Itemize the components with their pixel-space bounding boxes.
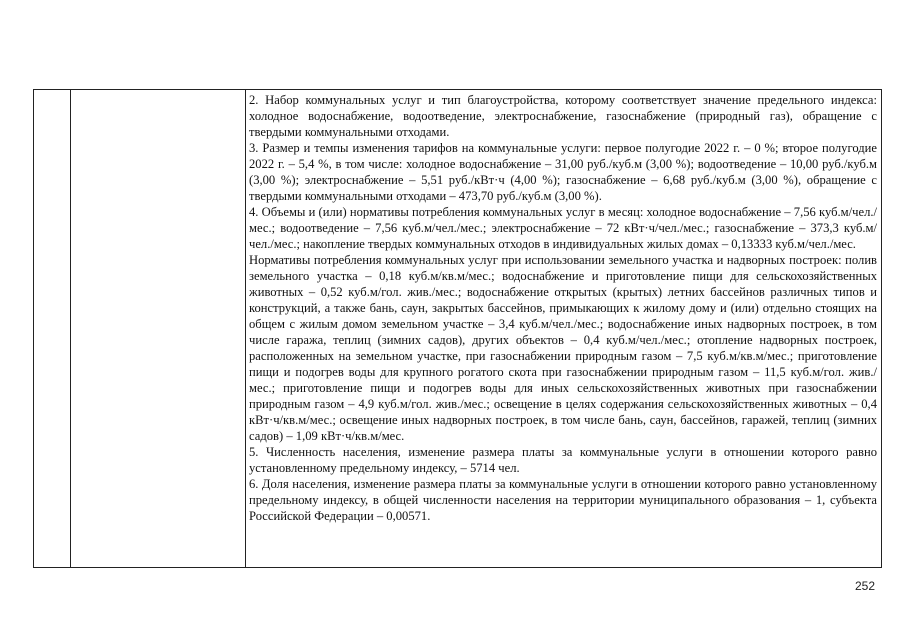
- paragraph-item-6: 6. Доля населения, изменение размера платы за коммунальные услуги в отношении которого равно установленному предельному индексу, в общей численности населения на территории муниципального образования – 1, субъекта Российской Федерации – 0,00571.: [249, 477, 877, 523]
- paragraph-item-3: 3. Размер и темпы изменения тарифов на коммунальные услуги: первое полугодие 2022 г. – 0 %; второе полугодие 2022 г. – 5,4 %, в том числе: холодное водоснабжение – 31,00 руб./куб.м (3,00 %); водоотведение – 10,00 руб./куб.м (3,00 %); электроснабжение – 5,51 руб./кВт·ч (4,00 %); газоснабжение – 6,68 руб./куб.м (3,00 %), обращение с твердыми коммунальными отходами – 473,70 руб./куб.м (3,00 %).: [249, 141, 877, 203]
- paragraph-item-5: 5. Численность населения, изменение размера платы за коммунальные услуги в отношении которого равно установленному предельному индексу, – 5714 чел.: [249, 445, 877, 475]
- paragraph-norms: Нормативы потребления коммунальных услуг при использовании земельного участка и надворных построек: полив земельного участка – 0,18 куб.м/кв.м/мес.; водоснабжение и приготовление пищи для сельскохозяйственных животных – 0,52 куб.м/гол. жив./мес.; водоснабжение открытых (крытых) летних бассейнов различных типов и конструкций, а также бань, саун, закрытых бассейнов, примыкающих к жилому дому и (или) отдельно стоящих на общем с жилым домом земельном участке – 3,4 куб.м/чел./мес.; водоснабжение иных надворных построек, в том числе гаража, теплиц (зимних садов), других объектов – 0,4 куб.м/чел./мес.; отопление надворных построек, расположенных на земельном участке, при газоснабжении природным газом – 7,5 куб.м/кв.м/мес.; приготовление пищи и подогрев воды для крупного рогатого скота при газоснабжении природным газом – 11,5 куб.м/гол. жив./мес.; приготовление пищи и подогрев воды для иных сельскохозяйственных животных при газоснабжении природным газом – 4,9 куб.м/гол. жив./мес.; освещение в целях содержания сельскохозяйственных животных – 0,4 кВт·ч/кв.м/мес.; освещение иных надворных построек, в том числе бань, саун, бассейнов, гаражей, теплиц (зимних садов) – 1,09 кВт·ч/кв.м/мес.: [249, 253, 877, 443]
- document-table: [33, 89, 882, 568]
- page-number: 252: [854, 579, 875, 593]
- text-cell: [249, 92, 877, 565]
- paragraph-item-2: 2. Набор коммунальных услуг и тип благоустройства, которому соответствует значение предельного индекса: холодное водоснабжение, водоотведение, электроснабжение, газоснабжение (природный газ), обращение с твердыми коммунальными отходами.: [249, 93, 877, 139]
- column-divider-1: [70, 90, 71, 567]
- paragraph-item-4: 4. Объемы и (или) нормативы потребления коммунальных услуг в месяц: холодное водоснабжение – 7,56 куб.м/чел./мес.; водоотведение – 7,56 куб.м/чел./мес.; электроснабжение – 72 кВт·ч/чел./мес.; газоснабжение – 373,3 куб.м/чел./мес.; накопление твердых коммунальных отходов в индивидуальных жилых домах – 0,13333 куб.м/чел./мес.: [249, 205, 877, 251]
- column-divider-2: [245, 90, 246, 567]
